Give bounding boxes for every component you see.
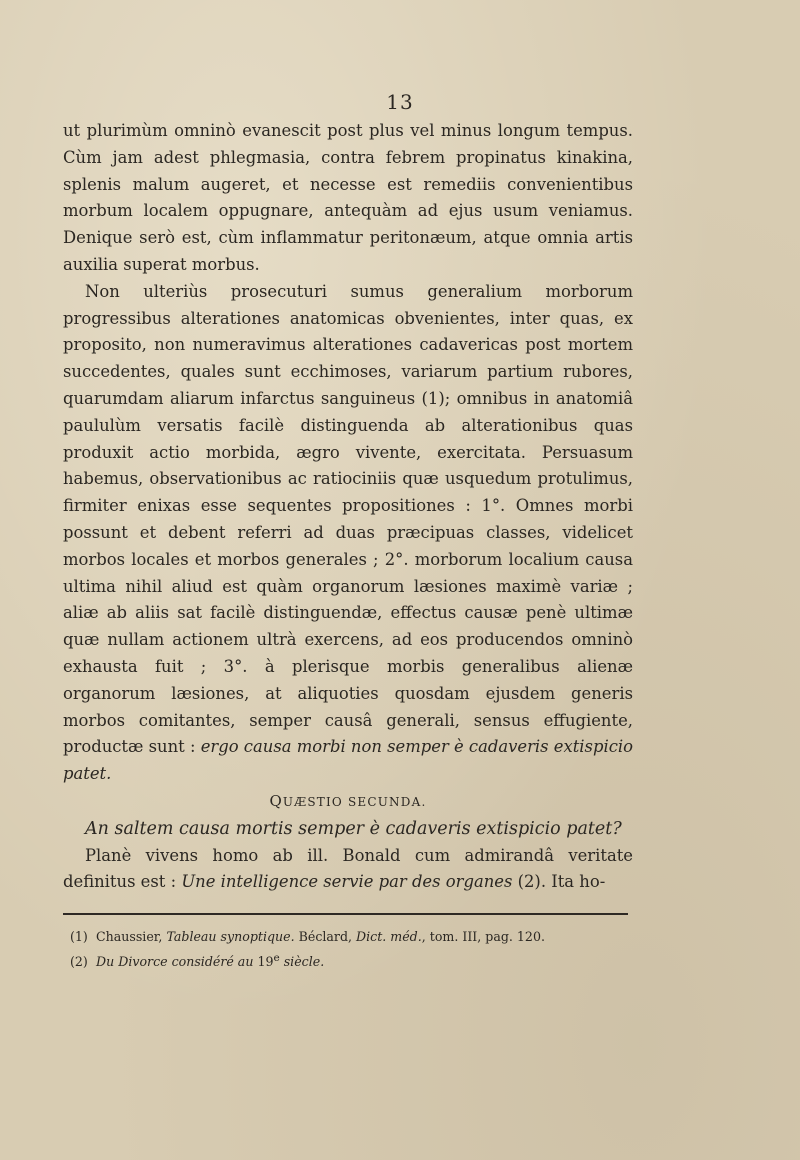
paragraph-3-tail: (2). Ita ho-	[517, 872, 606, 892]
footnote-2-superscript: e	[273, 951, 280, 964]
page-number: 13	[386, 90, 414, 114]
footnote-1-work: Tableau synoptique.	[166, 929, 295, 944]
footnote-1-author-2: Béclard,	[298, 929, 353, 944]
footnote-divider	[63, 913, 628, 915]
footnote-1	[70, 926, 630, 948]
section-heading	[63, 788, 633, 816]
paragraph-1: ut plurimùm omninò evanescit post plus vel minus longum tempus. Cùm jam adest phlegmasia, contra febrem propinatus kinakina, splenis malum augeret, et necesse est remediis convenientibus morbum localem oppugnare, antequàm ad ejus usum veniamus. Denique serò est, cùm inflammatur peritonæum, atque omnia artis auxilia superat morbus.	[63, 121, 633, 274]
footnote-1-mark: (1)	[70, 929, 88, 944]
paragraph-2-conclusion: ergo causa morbi non semper è cadaveris extispicio patet.	[63, 737, 633, 784]
paragraph-2	[63, 279, 633, 788]
footnote-2	[70, 948, 630, 973]
footnotes	[70, 926, 630, 972]
paragraph-3-quote: Une intelligence servie par des organes	[181, 872, 513, 892]
footnote-1-reference: , tom. III, pag. 120.	[421, 929, 545, 944]
footnote-2-work-end: siècle.	[283, 953, 325, 969]
paragraph-3	[63, 843, 633, 897]
heading-initial: Q	[269, 791, 283, 810]
footnote-2-mark: (2)	[70, 953, 88, 969]
body-text	[63, 118, 633, 896]
footnote-2-work: Du Divorce considéré au	[96, 953, 254, 969]
footnote-2-century: 19	[257, 953, 274, 969]
section-question: An saltem causa mortis semper è cadaveris extispicio patet?	[85, 818, 622, 839]
heading-rest: UÆSTIO SECUNDA.	[282, 794, 427, 809]
paragraph-3-text: Planè vivens homo ab ill. Bonald cum admirandâ veritate definitus est :	[63, 845, 633, 892]
footnote-1-author: Chaussier,	[96, 929, 163, 944]
paragraph-2-text: Non ulteriùs prosecuturi sumus generalium morborum progressibus alterationes anatomicas obvenientes, inter quas, ex proposito, non numeravimus alterationes cadavericas post mortem succedentes, quales sunt ecchimoses, variarum partium rubores, quarumdam aliarum infarctus sanguineus (1); omnibus in anatomiâ paululùm versatis facilè distinguenda ab alterationibus quas produxit actio morbida, ægro vivente, exercitata. Persuasum habemus, observationibus ac ratiociniis quæ usquedum protulimus, firmiter enixas esse sequentes propositiones : 1°. Omnes morbi possunt et debent referri ad duas præcipuas classes, videlicet morbos locales et morbos generales ; 2°. morborum localium causa ultima nihil aliud est quàm organorum læsiones maximè variæ ; aliæ ab aliis sat facilè distinguendæ, effectus causæ penè ultimæ quæ nullam actionem ultrà exercens, ad eos producendos omninò exhausta fuit ; 3°. à plerisque morbis generalibus alienæ organorum læsiones, at aliquoties quosdam ejusdem generis morbos comitantes, semper causâ generali, sensus effugiente, productæ sunt :	[63, 281, 633, 757]
footnote-1-work-2: Dict. méd.	[356, 929, 422, 944]
